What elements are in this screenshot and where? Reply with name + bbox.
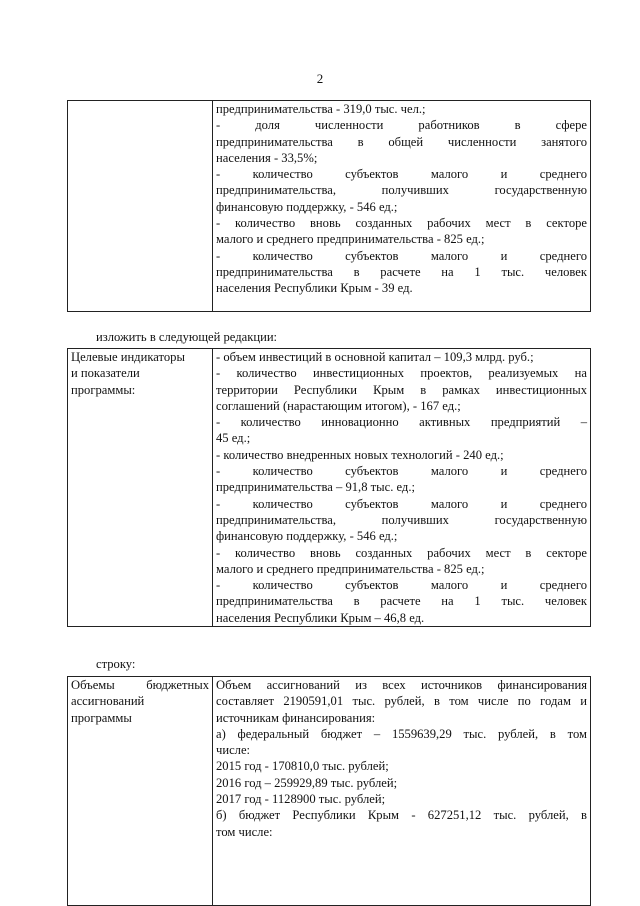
indicator-item — [216, 117, 587, 166]
table2-content-cell — [213, 349, 591, 627]
table1-label-cell — [68, 101, 213, 312]
indicator-item — [216, 349, 587, 365]
label-line: программы — [71, 710, 132, 725]
budget-line: числе: — [216, 743, 251, 758]
budget-line: а) федеральный бюджет – 1559639,29 тыс. рублей, в том — [216, 726, 587, 741]
indicator-line: малого и среднего предпринимательства - 825 ед.; — [216, 232, 485, 247]
indicator-item — [216, 496, 587, 545]
indicator-item — [216, 414, 587, 447]
label-line: Объемы бюджетных — [71, 678, 209, 692]
table1-content-cell — [213, 101, 591, 312]
indicator-line: территории Республики Крым в рамках инвестиционных — [216, 382, 587, 397]
indicator-line: финансовую поддержку, - 546 ед.; — [216, 199, 398, 214]
intro-new-edition: изложить в следующей редакции: — [96, 330, 278, 344]
label-line: программы: — [71, 382, 136, 397]
indicator-line: населения Республики Крым - 39 ед. — [216, 281, 413, 296]
indicator-line: - количество субъектов малого и среднего — [216, 496, 587, 511]
indicator-line: малого и среднего предпринимательства - 825 ед.; — [216, 561, 485, 576]
indicator-line: 45 ед.; — [216, 431, 251, 446]
indicator-line: предпринимательства - 319,0 тыс. чел.; — [216, 102, 426, 116]
budget-line: 2017 год - 1128900 тыс. рублей; — [216, 792, 386, 807]
budget-line: источникам финансирования: — [216, 710, 376, 725]
budget-line: составляет 2190591,01 тыс. рублей, в том числе по годам и — [216, 694, 587, 709]
indicators-table-old — [67, 100, 591, 312]
intro-row: строку: — [96, 657, 136, 671]
indicator-line: - количество вновь созданных рабочих мест в секторе — [216, 545, 587, 560]
indicator-line: предпринимательства – 91,8 тыс. ед.; — [216, 480, 415, 495]
indicator-item — [216, 101, 587, 117]
indicator-line: предпринимательства в расчете на 1 тыс. человек — [216, 264, 587, 279]
indicators-table-new — [67, 348, 591, 627]
budget-line: Объем ассигнований из всех источников финансирования — [216, 678, 587, 692]
table2-label-cell — [68, 349, 213, 627]
indicator-line: населения Республики Крым – 46,8 ед. — [216, 610, 425, 625]
indicator-item — [216, 545, 587, 578]
indicator-item — [216, 248, 587, 297]
indicator-line: - количество инновационно активных предприятий – — [216, 415, 587, 430]
indicator-line: - количество субъектов малого и среднего — [216, 167, 587, 182]
indicator-line: - количество вновь созданных рабочих мест в секторе — [216, 216, 587, 231]
indicator-line: - количество внедренных новых технологий - 240 ед.; — [216, 447, 504, 462]
table3-content-cell — [213, 677, 591, 906]
indicator-item — [216, 215, 587, 248]
indicator-line: населения - 33,5%; — [216, 150, 318, 165]
indicator-line: - количество субъектов малого и среднего — [216, 248, 587, 263]
budget-line: 2016 год – 259929,89 тыс. рублей; — [216, 775, 398, 790]
indicator-line: - количество инвестиционных проектов, реализуемых на — [216, 366, 587, 381]
budget-line: том числе: — [216, 824, 273, 839]
indicator-line: - количество субъектов малого и среднего — [216, 578, 587, 593]
indicator-line: соглашений (нарастающим итогом), - 167 ед.; — [216, 398, 461, 413]
indicator-line: - объем инвестиций в основной капитал – 109,3 млрд. руб.; — [216, 350, 534, 364]
budget-table — [67, 676, 591, 906]
indicator-line: предпринимательства, получивших государственную — [216, 512, 587, 527]
budget-line: 2015 год - 170810,0 тыс. рублей; — [216, 759, 389, 774]
table3-label-cell — [68, 677, 213, 906]
indicator-item — [216, 447, 587, 463]
indicator-line: - доля численности работников в сфере — [216, 118, 587, 133]
indicator-item — [216, 365, 587, 414]
indicator-item — [216, 577, 587, 626]
budget-line: б) бюджет Республики Крым - 627251,12 тыс. рублей, в — [216, 808, 587, 823]
indicator-line: предпринимательства, получивших государственную — [216, 183, 587, 198]
indicator-line: предпринимательства в расчете на 1 тыс. человек — [216, 594, 587, 609]
indicator-line: предпринимательства в общей численности занятого — [216, 134, 587, 149]
label-line: и показатели — [71, 366, 140, 381]
label-line: ассигнований — [71, 694, 145, 709]
page-number: 2 — [316, 71, 324, 86]
indicator-line: - количество субъектов малого и среднего — [216, 464, 587, 479]
indicator-item — [216, 463, 587, 496]
label-line: Целевые индикаторы — [71, 350, 185, 364]
indicator-line: финансовую поддержку, - 546 ед.; — [216, 529, 398, 544]
indicator-item — [216, 166, 587, 215]
